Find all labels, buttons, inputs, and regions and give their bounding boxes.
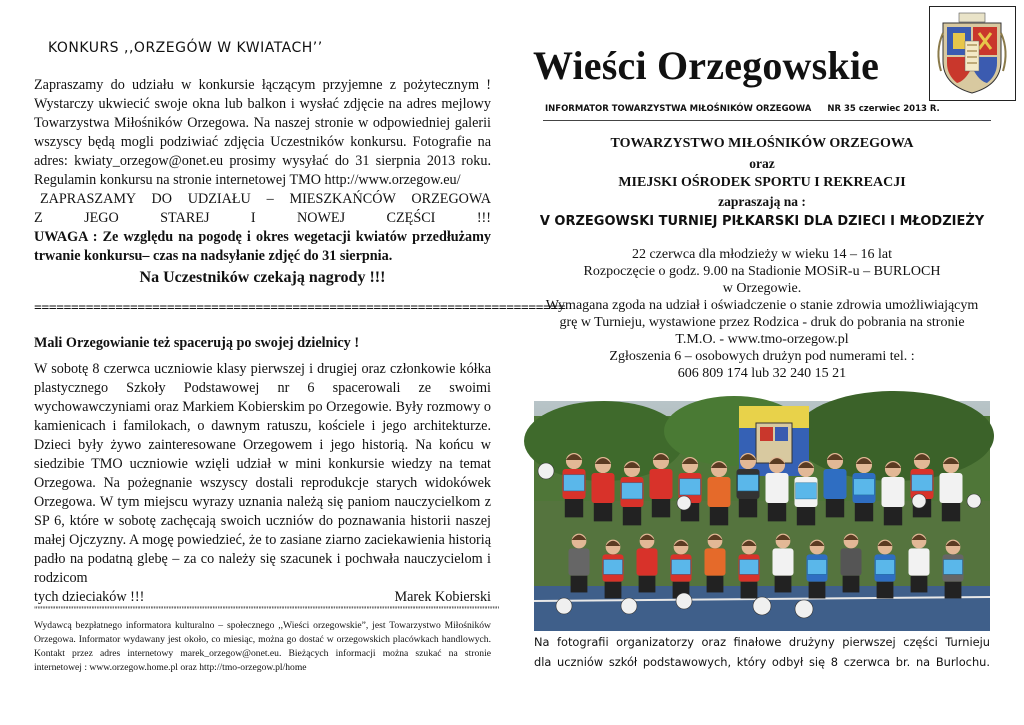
caption-line-1: Na fotografii organizatorzy oraz finałowe drużyny pierwszej części Turnieju <box>534 635 990 649</box>
photo-caption <box>534 632 990 672</box>
masthead-subline <box>545 104 940 114</box>
organizer-1: TOWARZYSTWO MIŁOŚNIKÓW ORZEGOWA <box>610 136 914 151</box>
prizes-text: Na Uczestników czekają nagrody !!! <box>139 269 386 286</box>
coat-of-arms-icon <box>937 11 1007 95</box>
informator-label: INFORMATOR TOWARZYSTWA MIŁOŚNIKÓW ORZEGOWA <box>545 104 812 114</box>
invite-text: zapraszają na : <box>718 194 806 209</box>
team-photo <box>534 401 990 631</box>
masthead-title: Wieści Orzegowskie <box>533 43 880 88</box>
quote-separator: """""""""""""""""""""""""""""""""""""""""""""""""""""""""""""""""""""""""""""""""""""""""""""""""""""""""""""""""""""""""""""""""""""""""""""" <box>34 605 499 615</box>
info-line: Zgłoszenia 6 – osobowych drużyn pod numerami tel. : <box>609 349 915 364</box>
team-photo-image <box>534 401 990 631</box>
publisher-footer: Wydawcą bezpłatnego informatora kulturalno – społecznego ,,Wieści orzegowskie”, jest Towarzystwo Miłośników Orzegowa. Informator wydawany jest około, co miesiąc, można go dostać w orzegowskich placówkach handlowych. Kontakt przez adres internetowy marek_orzegow@onet.eu. Bieżących informacji można szukać na stronie internetowej : www.orzegow.home.pl oraz http://tmo-orzegow.pl/home <box>34 620 491 673</box>
organizer-2: MIEJSKI OŚRODEK SPORTU I REKREACJI <box>618 175 906 190</box>
article-text: W sobotę 8 czerwca uczniowie klasy pierwszej i drugiej oraz członkowie kółka plastycznego Szkoły Podstawowej nr 6 spacerowali ze swoimi wychowawczyniami oraz Markiem Kobierskim po Orzegowie. Były rozmowy o kamienicach i familokach, o dawnym ratuszu, kościele i jego architekturze. Dzieci były żywo zainteresowane Orzegowem i jego historią. Na końcu w siedzibie TMO uczniowie wzięli udział w mini konkursie wiedzy na temat Orzegowa. Na pożegnanie wszyscy dostali reprodukcje starych widokówek Orzegowa. W tym miejscu wyrazy uznania należą się paniom nauczycielkom z SP 6, które w sobotę zachęcają swoich uczniów do poznawania historii naszej małej Ojczyzny. A mogę powiedzieć, że to zasiane ziarno zaciekawienia historią padło na podatną glebę – za co należy się szacunek i pochwała nauczycielom i rodzicom <box>34 361 491 586</box>
oraz-text: oraz <box>749 156 775 171</box>
info-line: Rozpoczęcie o godz. 9.00 na Stadionie MOSiR-u – BURLOCH <box>583 264 941 279</box>
invite-line-1: ZAPRASZAMY DO UDZIAŁU – MIESZKAŃCÓW ORZEGOWA <box>40 191 491 207</box>
article-title: Mali Orzegowianie też spacerują po swojej dzielnicy ! <box>34 335 360 351</box>
contest-text: Zapraszamy do udziału w konkursie łączącym przyjemne z pożytecznym ! Wystarczy ukwiecić swoje okna lub balkon i wysłać zdjęcie na adres mejlowy Towarzystwa Miłośników Orzegowa. Na naszej stronie w odpowiedniej galerii wszyscy będą mogli podziwiać zdjęcia Uczestników konkursu. Fotografie na adres: kwiaty_orzegow@onet.eu prosimy wysyłać do 31 sierpnia 2013 roku. Regulamin konkursu na stronie internetowej TMO http://www.orzegow.eu/ <box>34 77 491 188</box>
info-line: w Orzegowie. <box>722 281 802 296</box>
article-author: Marek Kobierski <box>394 589 491 605</box>
invite-word: Z <box>34 210 43 226</box>
contest-title: KONKURS ,,ORZEGÓW W KWIATACH’’ <box>48 40 323 56</box>
invite-word: !!! <box>476 210 491 226</box>
invite-word: CZĘŚCI <box>386 210 436 226</box>
invite-word: STAREJ <box>160 210 210 226</box>
info-line: grę w Turnieju, wystawione przez Rodzica - druk do pobrania na stronie <box>559 315 965 330</box>
info-line: Wymagana zgoda na udział i oświadczenie o stanie zdrowia umożliwiającym <box>545 298 979 313</box>
info-line: T.M.O. - www.tmo-orzegow.pl <box>675 332 849 347</box>
tournament-title: V ORZEGOWSKI TURNIEJ PIŁKARSKI DLA DZIECI I MŁODZIEŻY <box>539 214 985 229</box>
article-last-line: tych dzieciaków !!! <box>34 589 145 605</box>
invite-word: NOWEJ <box>297 210 346 226</box>
invite-line-2 <box>34 209 491 228</box>
coat-of-arms-frame <box>929 6 1016 101</box>
separator-line: ======================================================================== <box>34 301 566 316</box>
invite-word: JEGO <box>84 210 119 226</box>
masthead-rule <box>543 120 991 121</box>
uwaga-text: UWAGA : Ze względu na pogodę i okres wegetacji kwiatów przedłużamy trwanie konkursu– czas na nadsyłanie zdjęć do 31 sierpnia. <box>34 229 491 264</box>
info-line: 22 czerwca dla młodzieży w wieku 14 – 16 lat <box>631 247 893 262</box>
left-column <box>34 76 566 685</box>
invite-word: I <box>250 210 256 226</box>
caption-line-2: dla uczniów szkół podstawowych, który odbył się 8 czerwca br. na Burlochu. <box>534 655 990 669</box>
info-line: 606 809 174 lub 32 240 15 21 <box>677 366 847 381</box>
issue-number: NR 35 czerwiec 2013 R. <box>827 104 940 114</box>
